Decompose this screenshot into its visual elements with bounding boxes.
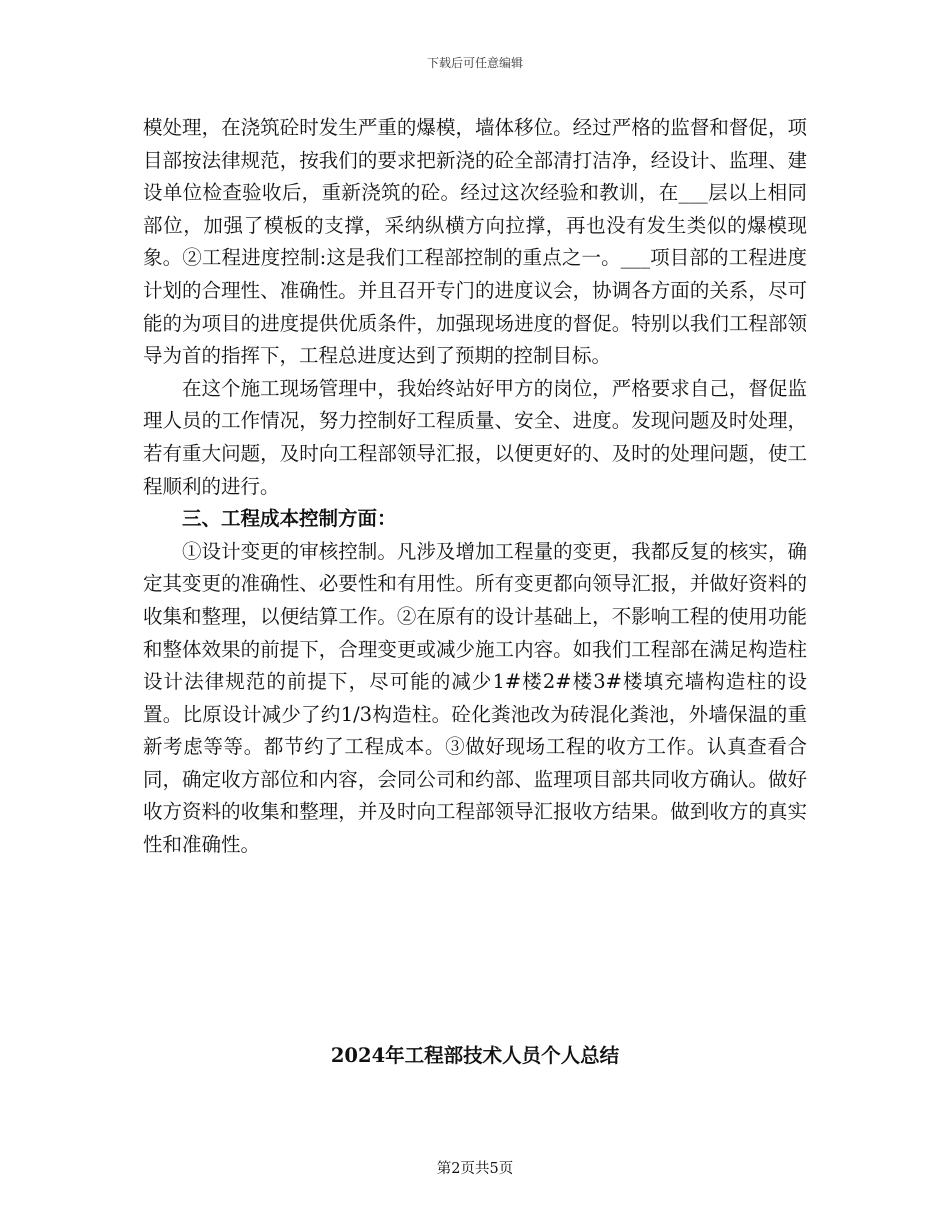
paragraph-continuation: 模处理，在浇筑砼时发生严重的爆模，墙体移位。经过严格的监督和督促，项目部按法律规范，按我们的要求把新浇的砼全部清打洁净，经设计、监理、建设单位检查验收后，重新浇筑的砼。经过这次经验和教训，在___层以上相同部位，加强了模板的支撑，采纳纵横方向拉撑，再也没有发生类似的爆模现象。②工程进度控制:这是我们工程部控制的重点之一。___项目部的工程进度计划的合理性、准确性。并且召开专门的进度议会，协调各方面的关系，尽可能的为项目的进度提供优质条件，加强现场进度的督促。特别以我们工程部领导为首的指挥下，工程总进度达到了预期的控制目标。 [143, 116, 807, 368]
page-footer: 第2页共5页 [436, 1161, 514, 1177]
paragraph-cost-control: ①设计变更的审核控制。凡涉及增加工程量的变更，我都反复的核实，确定其变更的准确性、必要性和有用性。所有变更都向领导汇报，并做好资料的收集和整理，以便结算工作。②在原有的设计基础上，不影响工程的使用功能和整体效果的前提下，合理变更或减少施工内容。如我们工程部在满足构造柱设计法律规范的前提下，尽可能的减少1#楼2#楼3#楼填充墙构造柱的设置。比原设计减少了约1/3构造柱。砼化粪池改为砖混化粪池，外墙保温的重新考虑等等。都节约了工程成本。③做好现场工程的收方工作。认真查看合同，确定收方部位和内容，会同公司和约部、监理项目部共同收方确认。做好收方资料的收集和整理，并及时向工程部领导汇报收方结果。做到收方的真实性和准确性。 [143, 539, 807, 857]
page-header: 下载后可任意编辑 [426, 56, 523, 70]
section-heading-cost-control: 三、工程成本控制方面： [182, 507, 397, 531]
document-body [143, 112, 807, 862]
document-title: 2024年工程部技术人员个人总结 [330, 1044, 620, 1067]
paragraph-site-management: 在这个施工现场管理中，我始终站好甲方的岗位，严格要求自己，督促监理人员的工作情况，努力控制好工程质量、安全、进度。发现问题及时处理，若有重大问题，及时向工程部领导汇报，以便更好的、及时的处理问题，使工程顺利的进行。 [143, 376, 807, 498]
